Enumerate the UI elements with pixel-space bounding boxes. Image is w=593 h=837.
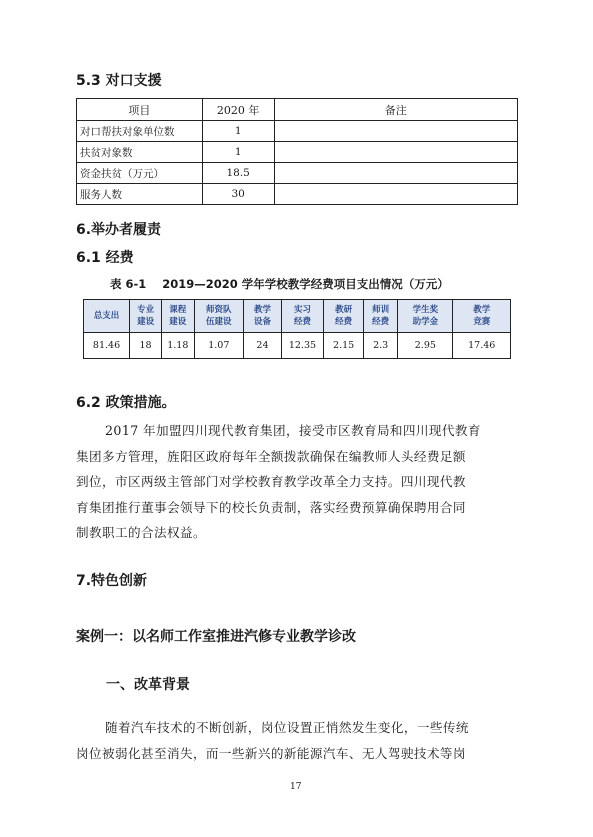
header-line: 教学 <box>473 305 491 315</box>
table-cell <box>274 142 517 163</box>
subsection-title: 一、改革背景 <box>106 677 190 693</box>
header-line: 经费 <box>372 317 390 327</box>
table-row <box>77 163 518 184</box>
table-cell <box>274 184 517 205</box>
header-line: 师训 <box>372 305 390 315</box>
table-cell: 81.46 <box>84 333 130 359</box>
header-line: 学生奖 <box>412 305 439 315</box>
header-line: 经费 <box>335 317 353 327</box>
header-line: 助学金 <box>412 317 439 327</box>
header-line: 建设 <box>169 317 187 327</box>
policy-paragraph <box>76 418 526 546</box>
header-cell <box>84 300 130 333</box>
header-line: 教学 <box>253 305 271 315</box>
case-title: 案例一：以名师工作室推进汽修专业教学诊改 <box>76 629 356 645</box>
header-line: 经费 <box>293 317 311 327</box>
header-cell <box>398 300 453 333</box>
header-line: 课程 <box>169 305 187 315</box>
table-cell: 服务人数 <box>77 184 203 205</box>
funding-table-header <box>84 300 511 333</box>
paragraph-line: 育集团推行董事会领导下的校长负责制，落实经费预算确保聘用合同 <box>76 499 466 515</box>
table-cell: 2.95 <box>398 333 453 359</box>
table-cell: 24 <box>244 333 282 359</box>
table-cell: 扶贫对象数 <box>77 142 203 163</box>
header-line: 设备 <box>253 317 271 327</box>
paragraph-line: 到位，市区两级主管部门对学校教育教学改革全力支持。四川现代教 <box>76 474 466 490</box>
paragraph-line: 制教职工的合法权益。 <box>76 525 206 541</box>
header-line: 教研 <box>335 305 353 315</box>
section-6-1-title: 6.1 经费 <box>76 250 134 266</box>
funding-table <box>83 299 511 359</box>
header-line: 总支出 <box>93 311 120 321</box>
support-table <box>76 98 518 205</box>
header-line: 竞赛 <box>473 317 491 327</box>
table-cell: 17.46 <box>453 333 511 359</box>
table-6-1-caption: 表 6-1 2019—2020 学年学校教学经费项目支出情况（万元） <box>110 277 449 291</box>
paragraph-line: 岗位被弱化甚至消失，而一些新兴的新能源汽车、无人驾驶技术等岗 <box>76 745 466 761</box>
header-cell: 2020 年 <box>202 99 274 121</box>
table-cell: 对口帮扶对象单位数 <box>77 121 203 142</box>
table-cell: 1.18 <box>162 333 194 359</box>
page-number: 17 <box>290 782 302 792</box>
header-line: 实习 <box>293 305 311 315</box>
paragraph-line: 集团多方管理，旌阳区政府每年全额拨款确保在编教师人头经费足额 <box>76 448 466 464</box>
table-cell: 12.35 <box>281 333 323 359</box>
paragraph-line: 2017 年加盟四川现代教育集团，接受市区教育局和四川现代教育 <box>105 423 481 438</box>
table-cell: 资金扶贫（万元） <box>77 163 203 184</box>
section-6-title: 6.举办者履责 <box>76 222 162 238</box>
background-paragraph <box>76 715 526 766</box>
support-table-header <box>77 99 518 121</box>
table-cell: 30 <box>202 184 274 205</box>
header-line: 师资队 <box>206 305 232 315</box>
table-cell: 1 <box>202 121 274 142</box>
table-row <box>77 184 518 205</box>
table-row <box>84 333 511 359</box>
header-cell <box>324 300 364 333</box>
table-cell: 2.3 <box>364 333 398 359</box>
table-cell: 1 <box>202 142 274 163</box>
header-cell <box>364 300 398 333</box>
table-cell: 18 <box>130 333 162 359</box>
header-cell: 备注 <box>274 99 517 121</box>
paragraph-line: 随着汽车技术的不断创新，岗位设置正悄然发生变化，一些传统 <box>105 720 469 735</box>
table-cell: 18.5 <box>202 163 274 184</box>
header-line: 伍建设 <box>206 317 232 327</box>
table-cell: 2.15 <box>324 333 364 359</box>
section-7-title: 7.特色创新 <box>76 573 148 589</box>
table-cell <box>274 121 517 142</box>
header-cell <box>453 300 511 333</box>
header-line: 专业 <box>137 305 155 315</box>
header-cell <box>281 300 323 333</box>
header-cell <box>162 300 194 333</box>
table-row <box>77 121 518 142</box>
table-row <box>77 142 518 163</box>
header-line: 建设 <box>137 317 155 327</box>
section-5-3-title: 5.3 对口支援 <box>76 73 162 89</box>
section-6-2-title: 6.2 政策措施。 <box>76 395 176 411</box>
table-cell <box>274 163 517 184</box>
header-cell: 项目 <box>77 99 203 121</box>
header-cell <box>130 300 162 333</box>
header-cell <box>194 300 244 333</box>
table-cell: 1.07 <box>194 333 244 359</box>
header-cell <box>244 300 282 333</box>
